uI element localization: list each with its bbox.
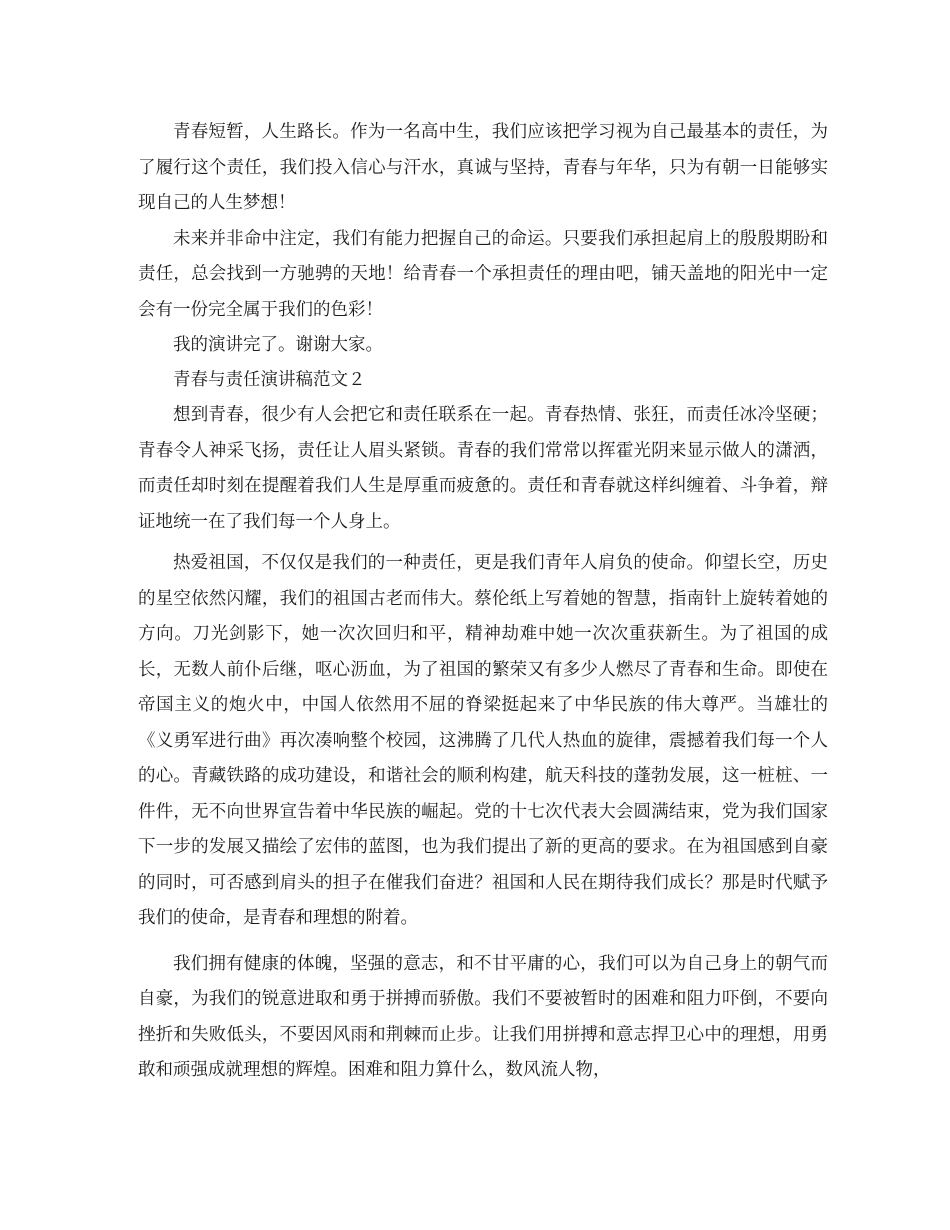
paragraph-love-motherland: 热爱祖国，不仅仅是我们的一种责任，更是我们青年人肩负的使命。仰望长空，历史的星空依然闪耀，我们的祖国古老而伟大。蔡伦纸上写着她的智慧，指南针上旋转着她的方向。刀光剑影下，她一次次回归和平，精神劫难中她一次次重获新生。为了祖国的成长，无数人前仆后继，呕心沥血，为了祖国的繁荣又有多少人燃尽了青春和生命。即使在帝国主义的炮火中，中国人依然用不屈的脊梁挺起来了中华民族的伟大尊严。当雄壮的《义勇军进行曲》再次凑响整个校园，这沸腾了几代人热血的旋律，震撼着我们每一个人的心。青藏铁路的成功建设，和谐社会的顺利构建，航天科技的蓬勃发展，这一桩桩、一件件，无不向世界宣告着中华民族的崛起。党的十七次代表大会圆满结束，党为我们国家下一步的发展又描绘了宏伟的蓝图，也为我们提出了新的更高的要求。在为祖国感到自豪的同时，可否感到肩头的担子在催我们奋进？祖国和人民在期待我们成长？那是时代赋予我们的使命，是青春和理想的附着。 bbox=[138, 553, 828, 928]
document-body bbox=[138, 115, 828, 1089]
paragraph-healthy-spirit: 我们拥有健康的体魄，坚强的意志，和不甘平庸的心，我们可以为自己身上的朝气而自豪，为我们的锐意进取和勇于拼搏而骄傲。我们不要被暂时的困难和阻力吓倒，不要向挫折和失败低头，不要因风雨和荆棘而止步。让我们用拼搏和意志捍卫心中的理想，用勇敢和顽强成就理想的辉煌。困难和阻力算什么，数风流人物， bbox=[138, 953, 828, 1080]
paragraph-future-destiny: 未来并非命中注定，我们有能力把握自己的命运。只要我们承担起肩上的殷殷期盼和责任，总会找到一方驰骋的天地！给青春一个承担责任的理由吧，铺天盖地的阳光中一定会有一份完全属于我们的色彩！ bbox=[138, 228, 828, 320]
paragraph-closing-thanks: 我的演讲完了。谢谢大家。 bbox=[173, 335, 383, 355]
section-title: 青春与责任演讲稿范文２ bbox=[173, 370, 366, 390]
paragraph-youth-and-duty: 想到青春，很少有人会把它和责任联系在一起。青春热情、张狂，而责任冰冷坚硬；青春令人神采飞扬，责任让人眉头紧锁。青春的我们常常以挥霍光阴来显示做人的潇洒，而责任却时刻在提醒着我们人生是厚重而疲惫的。责任和青春就这样纠缠着、斗争着，辩证地统一在了我们每一个人身上。 bbox=[138, 405, 828, 532]
paragraph-youth-responsibility: 青春短暂，人生路长。作为一名高中生，我们应该把学习视为自己最基本的责任，为了履行这个责任，我们投入信心与汗水，真诚与坚持，青春与年华，只为有朝一日能够实现自己的人生梦想！ bbox=[138, 122, 828, 213]
